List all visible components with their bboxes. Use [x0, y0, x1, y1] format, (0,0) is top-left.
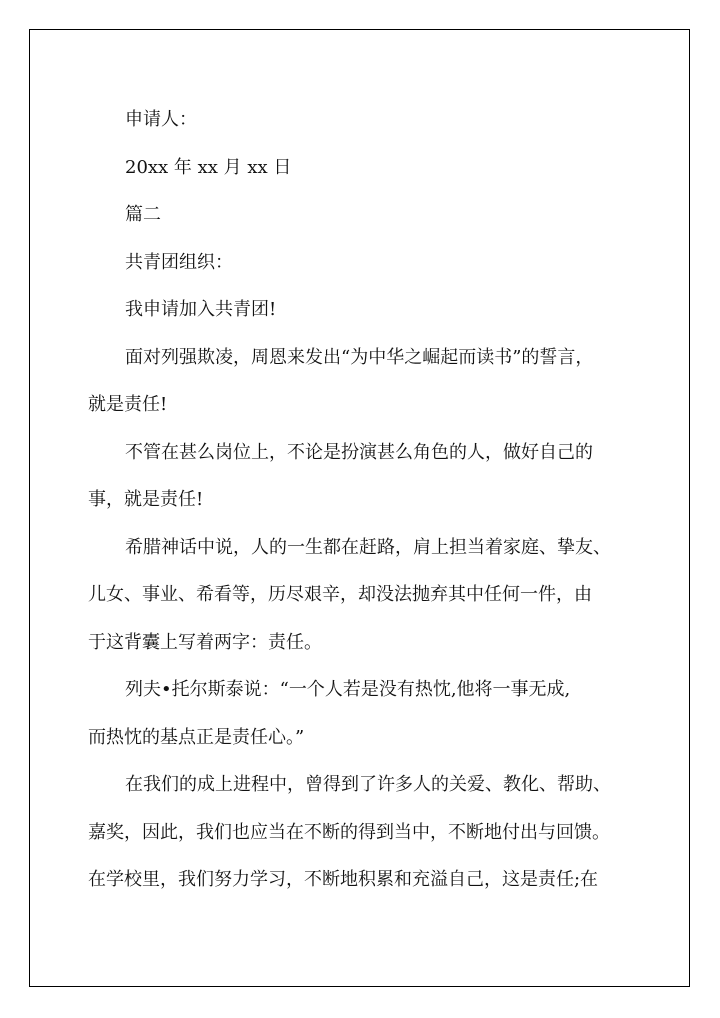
paragraph-line: 在我们的成上进程中，曾得到了许多人的关爱、教化、帮助、 — [125, 774, 611, 795]
paragraph-line: 而热忱的基点正是责任心。” — [88, 726, 305, 748]
paragraph-line: 事，就是责任! — [88, 489, 204, 510]
date-line: 20xx 年 xx 月 xx 日 — [125, 156, 292, 178]
document-body — [88, 96, 636, 904]
paragraph-line: 儿女、事业、希看等，历尽艰辛，却没法抛弃其中任何一件，由 — [88, 584, 592, 605]
section-heading: 篇二 — [125, 204, 161, 225]
paragraph-line: 就是责任! — [88, 394, 168, 415]
paragraph-line: 嘉奖，因此，我们也应当在不断的得到当中，不断地付出与回馈。 — [88, 821, 610, 843]
paragraph-line: 于这背囊上写着两字：责任。 — [88, 631, 322, 653]
applicant-label: 申请人： — [125, 109, 197, 130]
paragraph-line: 列夫•托尔斯泰说：“一个人若是没有热忱,他将一事无成, — [125, 679, 571, 700]
paragraph-line: 面对列强欺凌，周恩来发出“为中华之崛起而读书”的誓言， — [125, 346, 594, 368]
paragraph-line: 希腊神话中说，人的一生都在赶路，肩上担当着家庭、挚友、 — [125, 536, 611, 558]
paragraph-line: 我申请加入共青团! — [125, 299, 277, 320]
paragraph-line: 不管在甚么岗位上，不论是扮演甚么角色的人，做好自己的 — [125, 441, 593, 463]
paragraph-line: 在学校里，我们努力学习，不断地积累和充溢自己，这是责任;在 — [88, 869, 599, 890]
salutation: 共青团组织： — [125, 251, 233, 273]
